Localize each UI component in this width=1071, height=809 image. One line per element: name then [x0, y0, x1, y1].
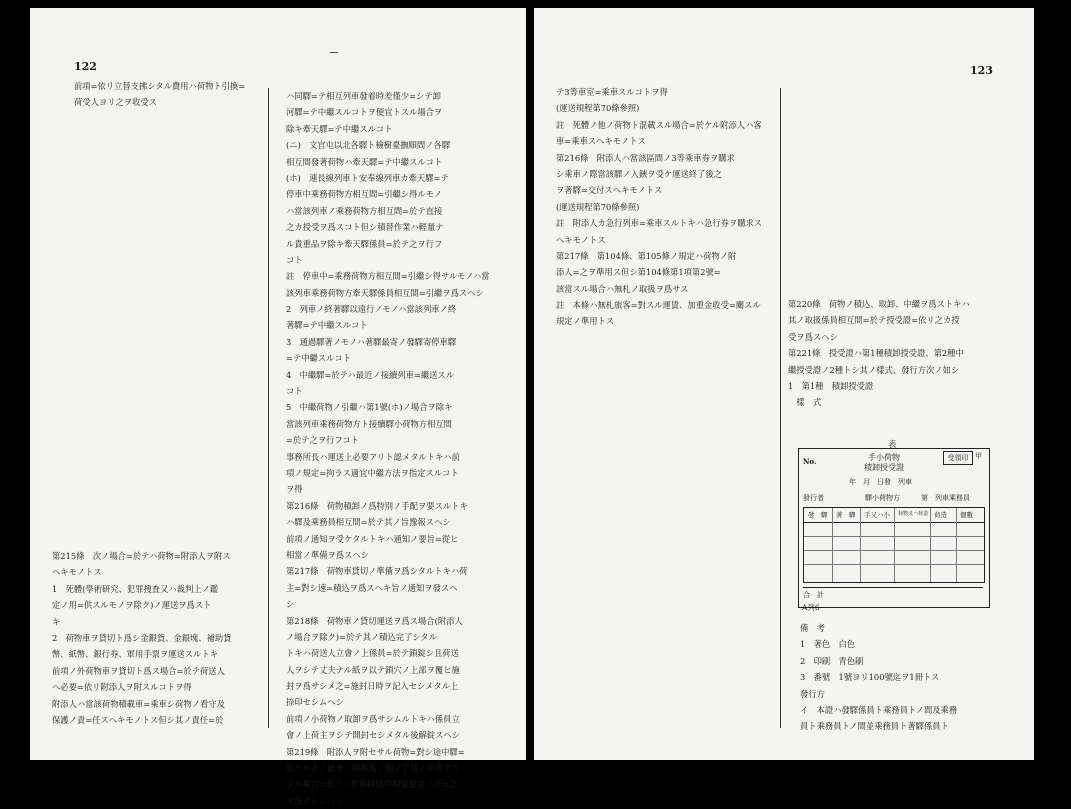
text-line: 第219條 附添人ヲ附セサル荷物=對シ途中驛=: [286, 746, 465, 757]
text-line: 會ノ上荷主ヲシテ開封セシメタル後解錠スヘシ: [286, 730, 460, 741]
form-header-cell: 個數: [960, 511, 973, 519]
text-line: 第218條 荷物車ノ貸切運送ヲ爲ス場合(附添人: [286, 615, 463, 626]
left-column-a-top: [74, 78, 245, 111]
text-line: 3 番號 1號ヨリ100號迄ヲ1冊トス: [800, 672, 940, 683]
form-stamp-box: 受領印: [943, 451, 973, 465]
text-line: 荷受人ヨリ之ヲ收受ス: [74, 97, 157, 108]
text-line: イ 本證ハ發驛係員ト乘務員トノ間及乘務: [800, 704, 958, 715]
text-line: キ: [52, 616, 61, 627]
text-line: コト: [286, 254, 303, 265]
text-line: ヲ著驛=交付スヘキモノトス: [556, 185, 663, 196]
form-issuer-row: [803, 493, 985, 503]
column-rule-right: [780, 88, 781, 728]
text-line: 註 死體ノ他ノ荷物ト混載スル場合=於ケル附添人ハ客: [556, 119, 762, 130]
text-line: 捺印セシムヘシ: [286, 697, 344, 708]
text-line: ハ驛及乘務員相互間=於テ其ノ旨豫報スヘシ: [286, 517, 451, 528]
column-rule: [268, 88, 269, 728]
text-line: 該列車乘務荷物方牽天驛係員相互間=引繼ヲ爲スヘシ: [286, 287, 484, 298]
text-line: 事務所長ハ運送上必要アリト認メタルトキハ前: [286, 451, 460, 462]
form-row-line: [804, 564, 984, 565]
text-line: 幣、紙幣、銀行券、軍用手票ヲ運送スルトキ: [52, 649, 218, 660]
text-line: 車=乘車スヘキモノトス: [556, 136, 646, 147]
text-line: 2 印刷 青色刷: [800, 655, 864, 666]
text-line: 人ヲシテ丈夫ナル紙ヲ以テ鎖穴ノ上部ヲ覆ヒ施: [286, 664, 460, 675]
text-line: 員ト乘務員トノ間並乘務員ト著驛係員ト: [800, 721, 949, 732]
form-vline: [930, 508, 931, 582]
text-line: 3 通過驛著ノモノハ著驛最寄ノ發驛寄停車驛: [286, 336, 457, 347]
text-line: 受ヲ爲スヘシ: [788, 331, 838, 342]
text-line: 註 附添人カ急行列車=乘車スルトキハ急行券ヲ購求ス: [556, 218, 763, 229]
text-line: 規定ノ準用トス: [556, 316, 614, 327]
text-line: 之カ授受ヲ爲スコト但シ積替作業ハ輕量ナ: [286, 222, 444, 233]
text-line: 保護ノ責=任スヘキモノトス但シ其ノ責任=於: [52, 714, 224, 725]
text-line: 相當ノ準備ヲ爲スヘシ: [286, 549, 369, 560]
text-line: ハ同驛=テ相互列車發着時差僅少=シテ卸: [286, 91, 441, 101]
text-line: 繼授受證ノ2種トシ其ノ樣式、發行方次ノ如シ: [788, 364, 960, 375]
text-line: 第217條 荷物車貸切ノ準備ヲ爲シタルトキハ荷: [286, 566, 468, 577]
text-line: 註 停車中=乘務荷物方相互間=引繼シ得サルモノハ當: [286, 271, 490, 282]
text-line: 前項ノ外荷物車ヲ貸切ト爲ス場合=於テ荷送人: [52, 665, 225, 676]
text-line: =テ中繼スルコト: [286, 353, 352, 364]
page-number-right: 123: [970, 64, 993, 77]
text-line: 1 死體(學術研究、犯罪捜査又ハ裁判上ノ鑑: [52, 583, 219, 594]
text-line: 樣 式: [788, 397, 822, 408]
form-date-line: 年 月 日發 列車: [849, 478, 912, 486]
left-column-b: [286, 88, 490, 809]
form-vline: [894, 508, 895, 582]
form-total: 合 計: [803, 587, 983, 600]
form-title-line2: 積卸授受證: [864, 463, 904, 472]
text-line: 第215條 次ノ場合=於テハ荷物=附添人ヲ附ス: [52, 551, 231, 561]
text-line: 添人=之ヲ準用ス但シ第104條第1項第2號=: [556, 267, 721, 278]
text-line: 前項=依リ立替支拂シタル費用ハ荷物ト引換=: [74, 81, 246, 91]
text-line: 項ノ規定=拘ラス適宜中繼方法ヲ指定スルコト: [286, 467, 459, 478]
form-issuer-mid: 驛小荷物方: [865, 494, 900, 502]
text-line: コト: [286, 386, 303, 397]
receipt-form: [798, 448, 990, 608]
text-line: シ乘車ノ際當該驛ノ入鋏ヲ受ケ運送終了後之: [556, 168, 722, 179]
text-line: 第216條 附添人ハ當該區間ノ3等乘車券ヲ購求: [556, 152, 735, 163]
text-line: ル貴重品ヲ除キ牽天驛係員=於テ之ヲ行フ: [286, 238, 443, 249]
text-line: 附添人ハ當該荷物積載車=乘車シ荷物ノ看守及: [52, 698, 225, 709]
right-column-a: [556, 84, 762, 330]
text-line: (ホ) 連長線列車ト安奉線列車カ牽天驛=テ: [286, 172, 449, 183]
form-row-line: [804, 550, 984, 551]
form-issuer: 發行者: [803, 494, 824, 502]
text-line: テ3等車室=乘車スルコトヲ得: [556, 87, 668, 97]
text-line: 除キ牽天驛=テ中繼スルコト: [286, 123, 393, 134]
text-line: シ: [286, 599, 295, 610]
text-line: ヘ必要=依リ附添人ヲ附スルコトヲ得: [52, 682, 192, 693]
form-size: A列6: [802, 603, 820, 612]
left-column-a-bottom: [52, 548, 232, 728]
form-header-cell: 著 驛: [836, 511, 856, 519]
form-table: [803, 507, 985, 583]
text-line: ノ場合ヲ除ク)=於テ其ノ積込完了シタル: [286, 631, 437, 642]
text-line: 前項ノ通知ヲ受ケタルトキハ通知ノ要旨=從ヒ: [286, 533, 459, 544]
text-line: ハ當該列車ノ乘務荷物方相互間=於テ直接: [286, 205, 443, 216]
text-line: (運送規程第70條參照): [556, 201, 640, 212]
text-line: 2 列車ノ終著驛以遠行ノモノハ當該列車ノ終: [286, 304, 457, 315]
text-line: 註 本條ハ無札旅客=對スル運賃、加重金收受=關スル: [556, 300, 761, 311]
text-line: 該當スル場合ハ無札ノ取扱ヲ爲サス: [556, 283, 689, 294]
text-line: 5 中繼荷物ノ引繼ハ第1號(ホ)ノ場合ヲ除キ: [286, 402, 453, 413]
text-line: 1 著色 白色: [800, 639, 856, 650]
form-kou: 甲: [975, 452, 982, 460]
text-line: 停車中乘務荷物方相互間=引繼シ得ルモノ: [286, 189, 443, 200]
text-line: 前項ノ小荷物ノ取卸ヲ爲サシムルトキハ係員立: [286, 713, 460, 724]
right-column-b: [788, 296, 970, 411]
text-line: ヘキモノトス: [556, 234, 606, 245]
form-header-cell: 荷造: [934, 511, 947, 519]
text-line: 第216條 荷物積卸ノ爲特別ノ手配ヲ要スルトキ: [286, 500, 468, 511]
form-vline: [832, 508, 833, 582]
text-line: 1 第1種 積卸授受證: [788, 380, 874, 391]
right-column-c: [800, 620, 957, 735]
form-number: No.: [803, 457, 817, 466]
divider-mark: [330, 52, 338, 53]
text-line: (運送規程第70條參照): [556, 103, 640, 114]
form-label: 表: [888, 439, 897, 449]
text-line: 封ヲ爲サシメ之=施封日時ヲ記入セシメタル上: [286, 681, 459, 692]
text-line: 著驛=テ中繼スルコト: [286, 320, 368, 331]
text-line: 河驛=テ中繼スルコトヲ便宜トスル場合ヲ: [286, 107, 443, 118]
text-line: トキハ荷送人立會ノ上係員=於テ鎖錠シ且荷送: [286, 648, 459, 659]
text-line: 2 荷物車ヲ貸切ト爲シ金銀貨、金銀塊、補助貨: [52, 632, 232, 643]
text-line: (ニ) 文官屯以北各驛ト檢樹臺撫順間ノ各驛: [286, 140, 451, 151]
form-header-cell: 手又ハ小: [864, 511, 890, 519]
form-vline: [956, 508, 957, 582]
text-line: 備 考: [800, 623, 825, 633]
text-line: 其ノ取扱係員相互間=於テ授受證=依リ之カ授: [788, 315, 960, 326]
text-line: 4 中繼驛=於テハ最近ノ接續列車=繼送スル: [286, 369, 455, 380]
form-title: [839, 453, 929, 473]
text-line: タル場合=於テハ停車時間中相當便宜ノ下=之: [286, 779, 458, 790]
text-line: 第221條 授受證ハ第1種積卸授受證、第2種中: [788, 348, 964, 359]
text-line: ヘキモノトス: [52, 567, 102, 578]
text-line: =於テ之ヲ行フコト: [286, 435, 359, 446]
left-page: [30, 8, 526, 806]
form-issuer-right: 第 列車乘務員: [921, 494, 970, 502]
form-header-cell: 發 驛: [808, 511, 828, 519]
right-page: [534, 8, 1034, 760]
text-line: 當該列車乘務荷物方ト接續驛小荷物方相互間: [286, 418, 452, 429]
form-header-cell: 荷物又ハ荷造: [898, 511, 929, 517]
text-line: 發行方: [800, 688, 825, 699]
text-line: 第220條 荷物ノ積込、取卸、中繼ヲ爲ストキハ: [788, 299, 970, 309]
form-title-line1: 手小荷物: [868, 453, 900, 462]
text-line: 於ケル水ノ補充、給餌其ノ他ノ手當ノ申出アリ: [286, 763, 460, 774]
text-line: 主=對シ速=積込ヲ爲スヘキ旨ノ通知ヲ發スヘ: [286, 582, 458, 593]
text-line: 第217條 第104條、第105條ノ規定ハ荷物ノ附: [556, 250, 737, 261]
form-vline: [860, 508, 861, 582]
page-number-left: 122: [74, 60, 97, 73]
text-line: 定ノ用=供スルモノヲ除ク)ノ運送ヲ爲スト: [52, 600, 212, 611]
text-line: 相互間發著荷物ハ牽天驛=テ中繼スルコト: [286, 156, 443, 167]
form-row-line: [804, 536, 984, 537]
text-line: ヲ爲サシムヘシ: [286, 795, 344, 806]
text-line: ヲ得: [286, 484, 303, 495]
